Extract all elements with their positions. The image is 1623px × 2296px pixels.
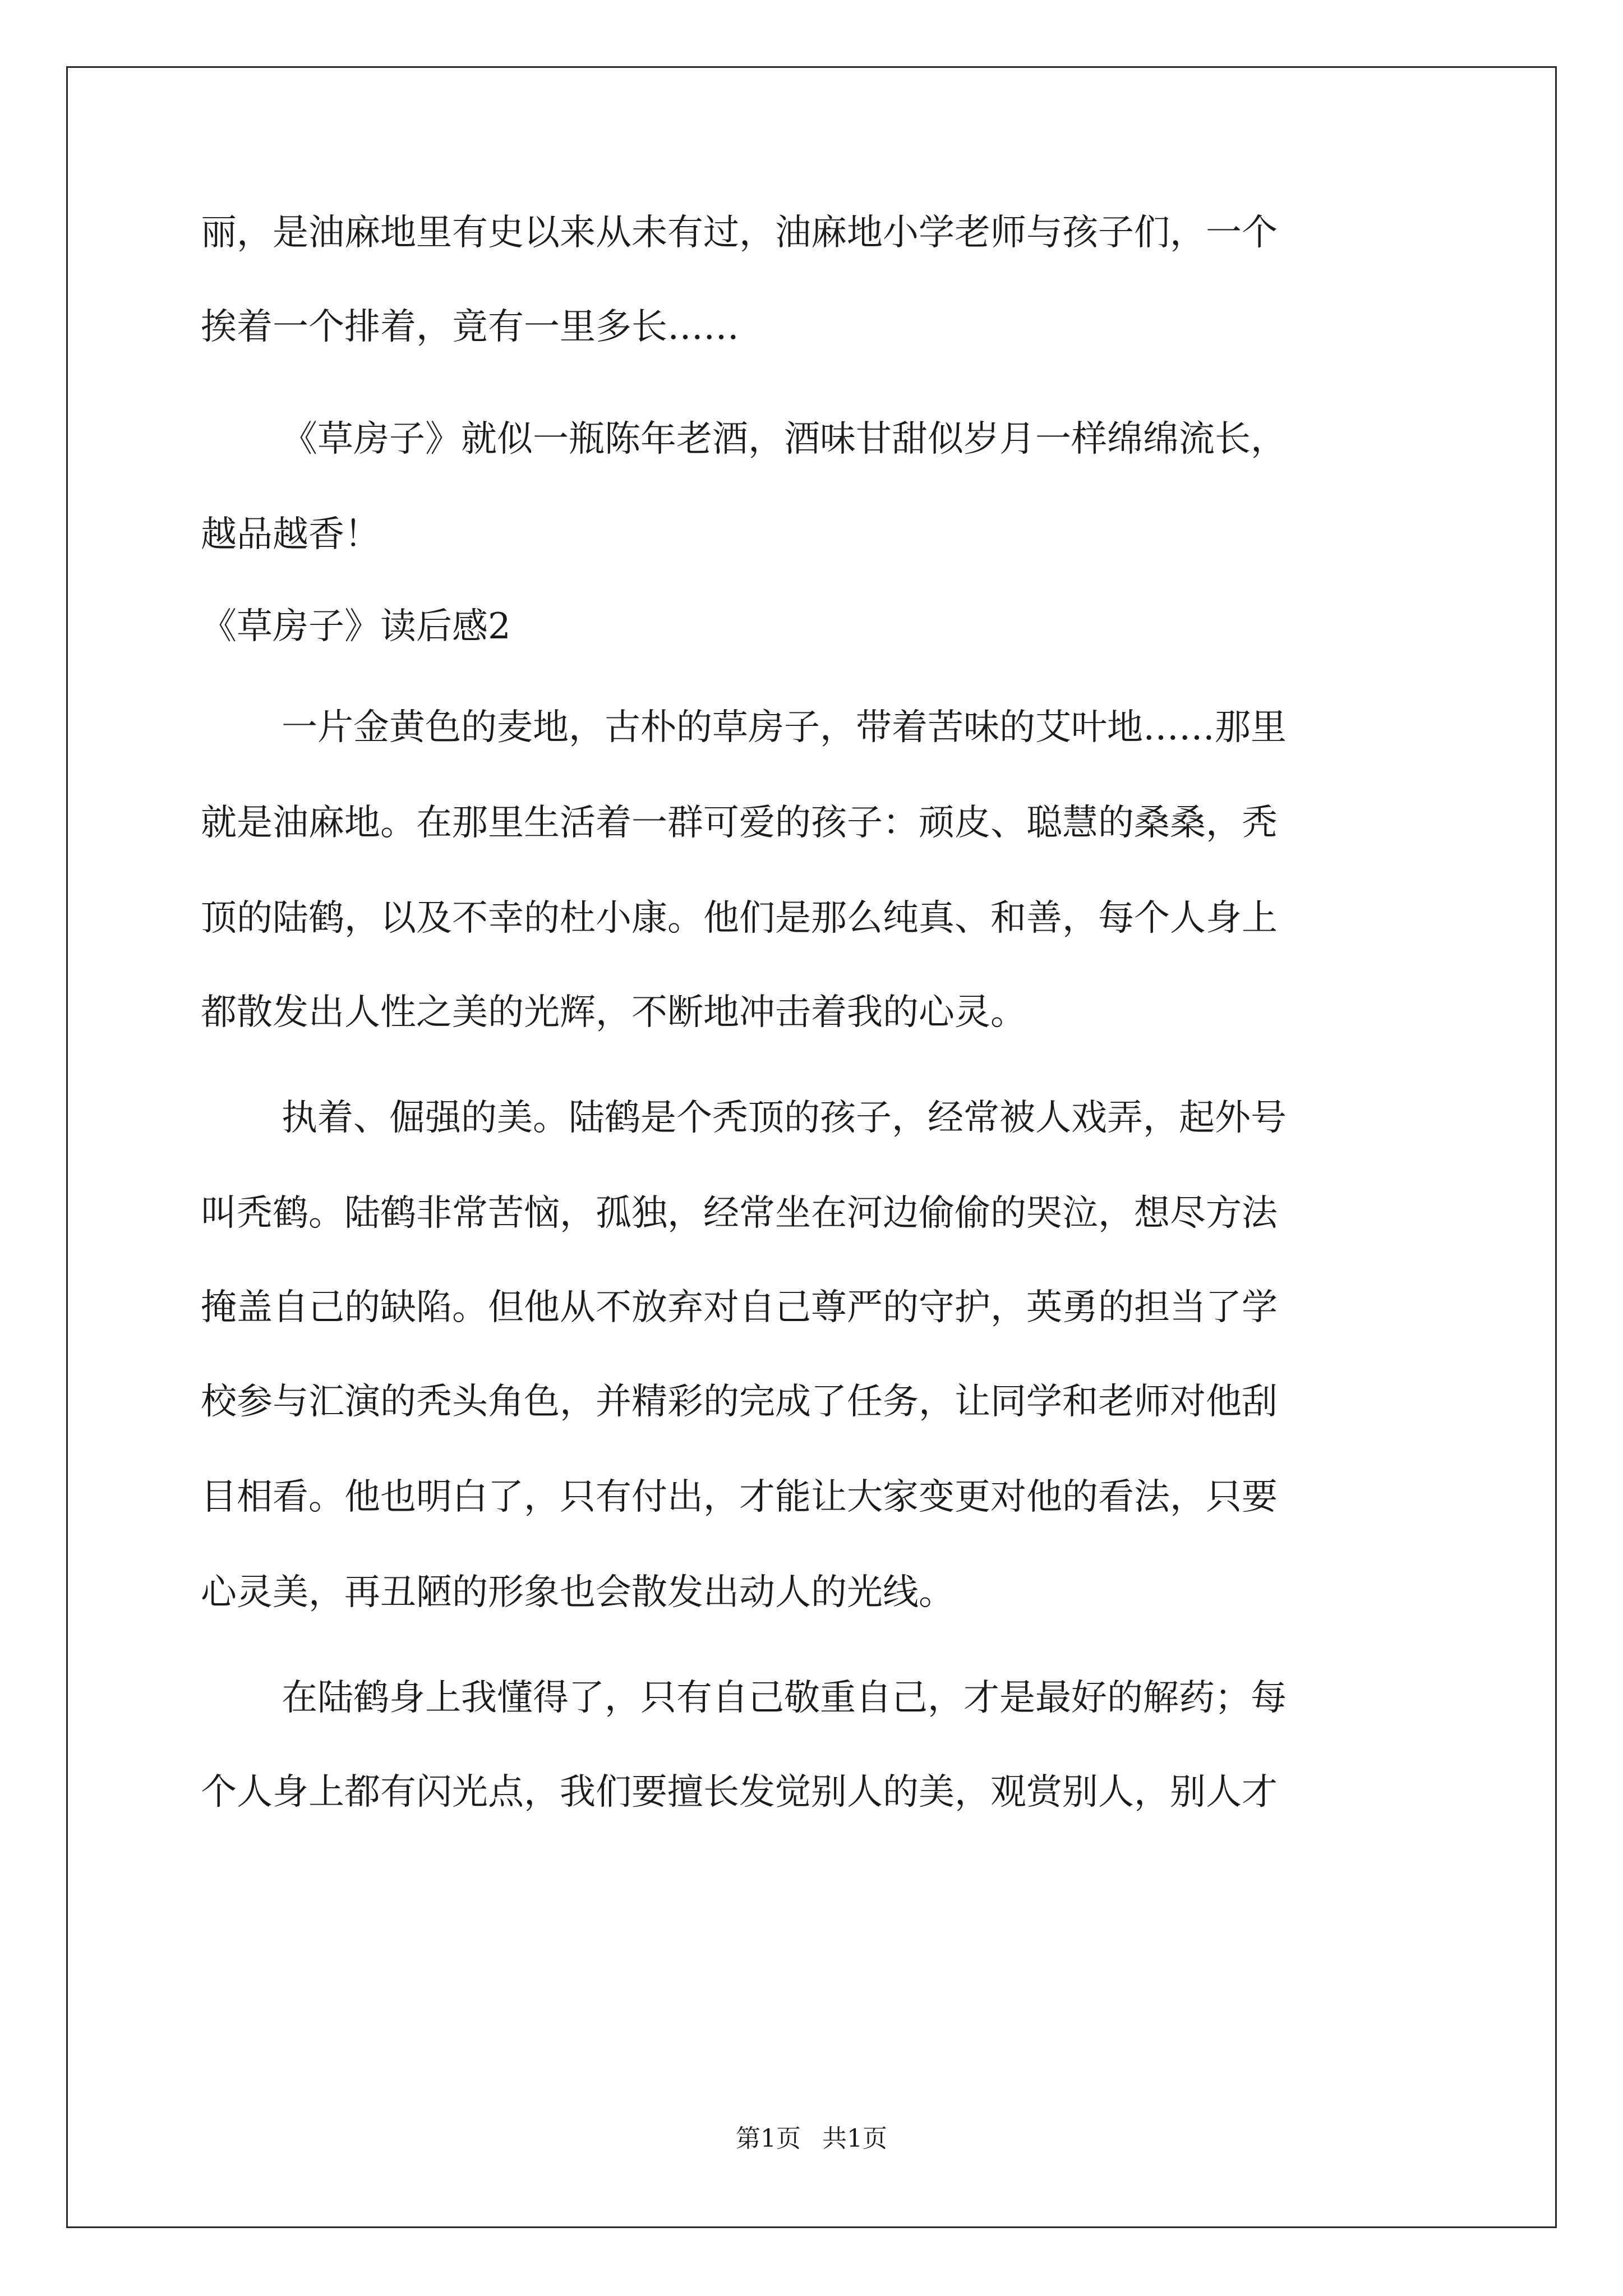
- page-border: [66, 66, 1557, 2228]
- text-line: 越品越香！: [201, 514, 380, 555]
- text-line: 心灵美，再丑陋的形象也会散发出动人的光线。: [201, 1572, 955, 1613]
- text-line: 目相看。他也明白了，只有付出，才能让大家变更对他的看法，只要: [201, 1476, 1278, 1518]
- paragraph-start: 执着、倔强的美。陆鹤是个秃顶的孩子，经常被人戏弄，起外号: [282, 1097, 1287, 1139]
- text-line: 个人身上都有闪光点，我们要擅长发觉别人的美，观赏别人，别人才: [201, 1772, 1278, 1813]
- text-line: 就是油麻地。在那里生活着一群可爱的孩子：顽皮、聪慧的桑桑，秃: [201, 802, 1278, 844]
- paragraph-start: 在陆鹤身上我懂得了，只有自己敬重自己，才是最好的解药；每: [282, 1677, 1287, 1719]
- paragraph-start: 一片金黄色的麦地，古朴的草房子，带着苦味的艾叶地……那里: [282, 707, 1287, 748]
- page-number-total: 共1页: [822, 2124, 887, 2153]
- text-line: 挨着一个排着，竟有一里多长……: [201, 306, 739, 348]
- text-line: 顶的陆鹤，以及不幸的杜小康。他们是那么纯真、和善，每个人身上: [201, 898, 1278, 939]
- text-line: 掩盖自己的缺陷。但他从不放弃对自己尊严的守护，英勇的担当了学: [201, 1287, 1278, 1328]
- paragraph-start: 《草房子》就似一瓶陈年老酒，酒味甘甜似岁月一样绵绵流长，: [282, 418, 1287, 460]
- text-line: 丽，是油麻地里有史以来从未有过，油麻地小学老师与孩子们，一个: [201, 212, 1278, 254]
- text-line: 都散发出人性之美的光辉，不断地冲击着我的心灵。: [201, 992, 1026, 1033]
- text-line: 校参与汇演的秃头角色，并精彩的完成了任务，让同学和老师对他刮: [201, 1381, 1278, 1423]
- page-number-current: 第1页: [736, 2124, 801, 2153]
- section-heading: 《草房子》读后感2: [201, 606, 511, 647]
- page-footer: [0, 2124, 1623, 2154]
- text-line: 叫秃鹤。陆鹤非常苦恼，孤独，经常坐在河边偷偷的哭泣，想尽方法: [201, 1193, 1278, 1234]
